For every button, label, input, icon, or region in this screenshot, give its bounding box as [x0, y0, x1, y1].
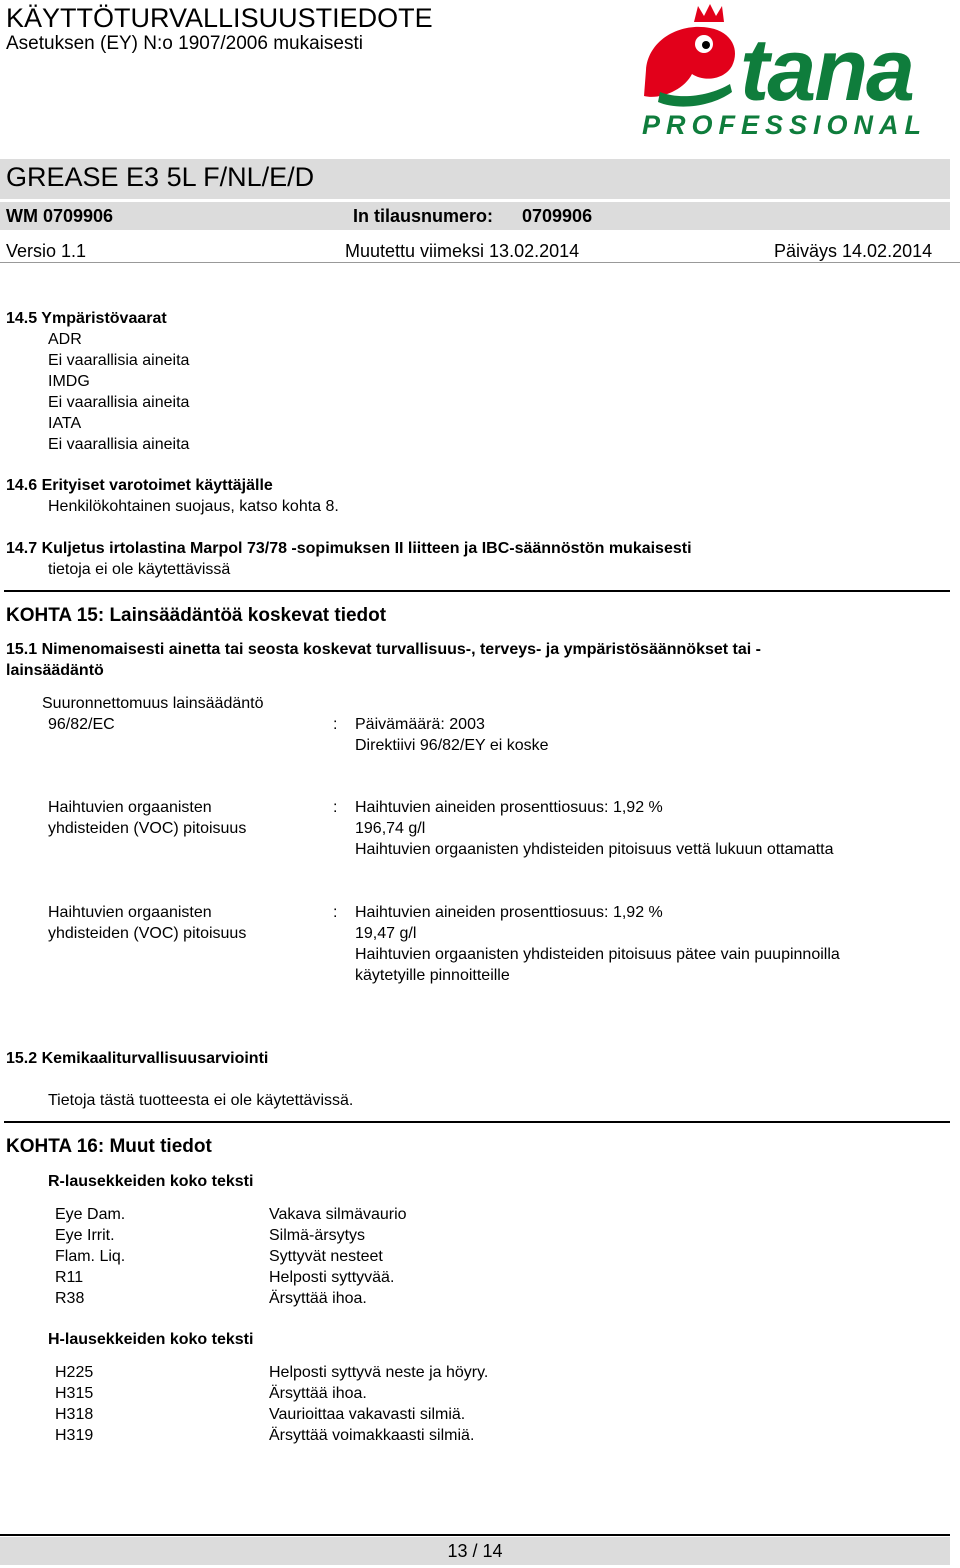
h-code: H315 — [55, 1385, 94, 1402]
product-name: GREASE E3 5L F/NL/E/D — [6, 162, 315, 192]
r-text: Helposti syttyvää. — [269, 1269, 395, 1286]
section-16-rule — [4, 1121, 950, 1123]
logo-subtitle: PROFESSIONAL — [642, 110, 928, 140]
h-text: Ärsyttää ihoa. — [269, 1385, 367, 1402]
r-text: Ärsyttää ihoa. — [269, 1290, 367, 1307]
h-code: H318 — [55, 1406, 94, 1423]
h-code: H319 — [55, 1427, 94, 1444]
section-14-5-title: 14.5 Ympäristövaarat — [6, 310, 167, 327]
voc2-colon: : — [333, 904, 338, 921]
logo-wordmark: tana — [740, 20, 913, 119]
voc1-value-note: Haihtuvien orgaanisten yhdisteiden pitoisuus vettä lukuun ottamatta — [355, 841, 834, 858]
r-code: R38 — [55, 1290, 85, 1307]
document-title: KÄYTTÖTURVALLISUUSTIEDOTE — [6, 3, 433, 33]
voc1-colon: : — [333, 799, 338, 816]
voc2-value-gl: 19,47 g/l — [355, 925, 417, 942]
r-code: R11 — [55, 1269, 84, 1286]
regulation-subtitle: Asetuksen (EY) N:o 1907/2006 mukaisesti — [6, 33, 363, 54]
section-14-7-text: tietoja ei ole käytettävissä — [48, 561, 231, 578]
section-15-rule — [4, 590, 950, 592]
frog-icon — [644, 27, 735, 97]
h-text: Vaurioittaa vakavasti silmiä. — [269, 1406, 466, 1423]
voc2-value-percent: Haihtuvien aineiden prosenttiosuus: 1,92 % — [355, 904, 663, 921]
voc2-label-line2: yhdisteiden (VOC) pitoisuus — [48, 925, 247, 942]
section-15-title: KOHTA 15: Lainsäädäntöä koskevat tiedot — [6, 605, 387, 626]
order-number: 0709906 — [522, 206, 593, 226]
seveso-value-date: Päivämäärä: 2003 — [355, 716, 485, 733]
section-14-6-title: 14.6 Erityiset varotoimet käyttäjälle — [6, 477, 273, 494]
seveso-label: 96/82/EC — [48, 716, 115, 733]
adr-label: ADR — [48, 331, 82, 348]
section-15-2-text: Tietoja tästä tuotteesta ei ole käytettävissä. — [48, 1092, 354, 1109]
r-code: Eye Irrit. — [55, 1227, 115, 1244]
crown-icon — [694, 4, 724, 22]
r-text: Vakava silmävaurio — [269, 1206, 407, 1223]
iata-value: Ei vaarallisia aineita — [48, 436, 190, 453]
issue-date: Päiväys 14.02.2014 — [774, 241, 933, 261]
page-number: 13 / 14 — [447, 1541, 503, 1561]
section-15-1-title-line2: lainsäädäntö — [6, 662, 104, 679]
voc2-value-note-line2: käytetyille pinnoitteille — [355, 967, 510, 984]
wm-code: WM 0709906 — [6, 206, 114, 226]
section-14-7-title: 14.7 Kuljetus irtolastina Marpol 73/78 -sopimuksen II liitteen ja IBC-säännöstön mukaisesti — [6, 540, 692, 557]
voc1-label-line2: yhdisteiden (VOC) pitoisuus — [48, 820, 247, 837]
imdg-label: IMDG — [48, 373, 90, 390]
voc2-label-line1: Haihtuvien orgaanisten — [48, 904, 212, 921]
section-15-2-title: 15.2 Kemikaaliturvallisuusarviointi — [6, 1050, 269, 1067]
order-label: In tilausnumero: — [353, 206, 494, 226]
section-14-6-text: Henkilökohtainen suojaus, katso kohta 8. — [48, 498, 339, 515]
adr-value: Ei vaarallisia aineita — [48, 352, 190, 369]
voc2-value-note-line1: Haihtuvien orgaanisten yhdisteiden pitoisuus pätee vain puupinnoilla — [355, 946, 840, 963]
voc1-value-percent: Haihtuvien aineiden prosenttiosuus: 1,92 % — [355, 799, 663, 816]
seveso-heading: Suuronnettomuus lainsäädäntö — [42, 695, 264, 712]
r-phrases-heading: R-lausekkeiden koko teksti — [48, 1173, 254, 1190]
tana-professional-logo — [640, 0, 950, 142]
r-code: Flam. Liq. — [55, 1248, 126, 1265]
seveso-value-directive: Direktiivi 96/82/EY ei koske — [355, 737, 549, 754]
header-divider — [0, 262, 960, 263]
section-16-title: KOHTA 16: Muut tiedot — [6, 1136, 212, 1157]
h-phrases-heading: H-lausekkeiden koko teksti — [48, 1331, 254, 1348]
h-text: Ärsyttää voimakkaasti silmiä. — [269, 1427, 475, 1444]
seveso-colon: : — [333, 716, 338, 733]
footer-rule — [0, 1534, 950, 1536]
r-text: Syttyvät nesteet — [269, 1248, 383, 1265]
modified-date: Muutettu viimeksi 13.02.2014 — [345, 241, 580, 261]
r-code: Eye Dam. — [55, 1206, 126, 1223]
section-15-1-title-line1: 15.1 Nimenomaisesti ainetta tai seosta koskevat turvallisuus-, terveys- ja ympäristösäännökset tai - — [6, 641, 761, 658]
version: Versio 1.1 — [6, 241, 87, 261]
imdg-value: Ei vaarallisia aineita — [48, 394, 190, 411]
voc1-label-line1: Haihtuvien orgaanisten — [48, 799, 212, 816]
iata-label: IATA — [48, 415, 82, 432]
h-text: Helposti syttyvä neste ja höyry. — [269, 1364, 489, 1381]
voc1-value-gl: 196,74 g/l — [355, 820, 426, 837]
r-text: Silmä-ärsytys — [269, 1227, 366, 1244]
h-code: H225 — [55, 1364, 94, 1381]
